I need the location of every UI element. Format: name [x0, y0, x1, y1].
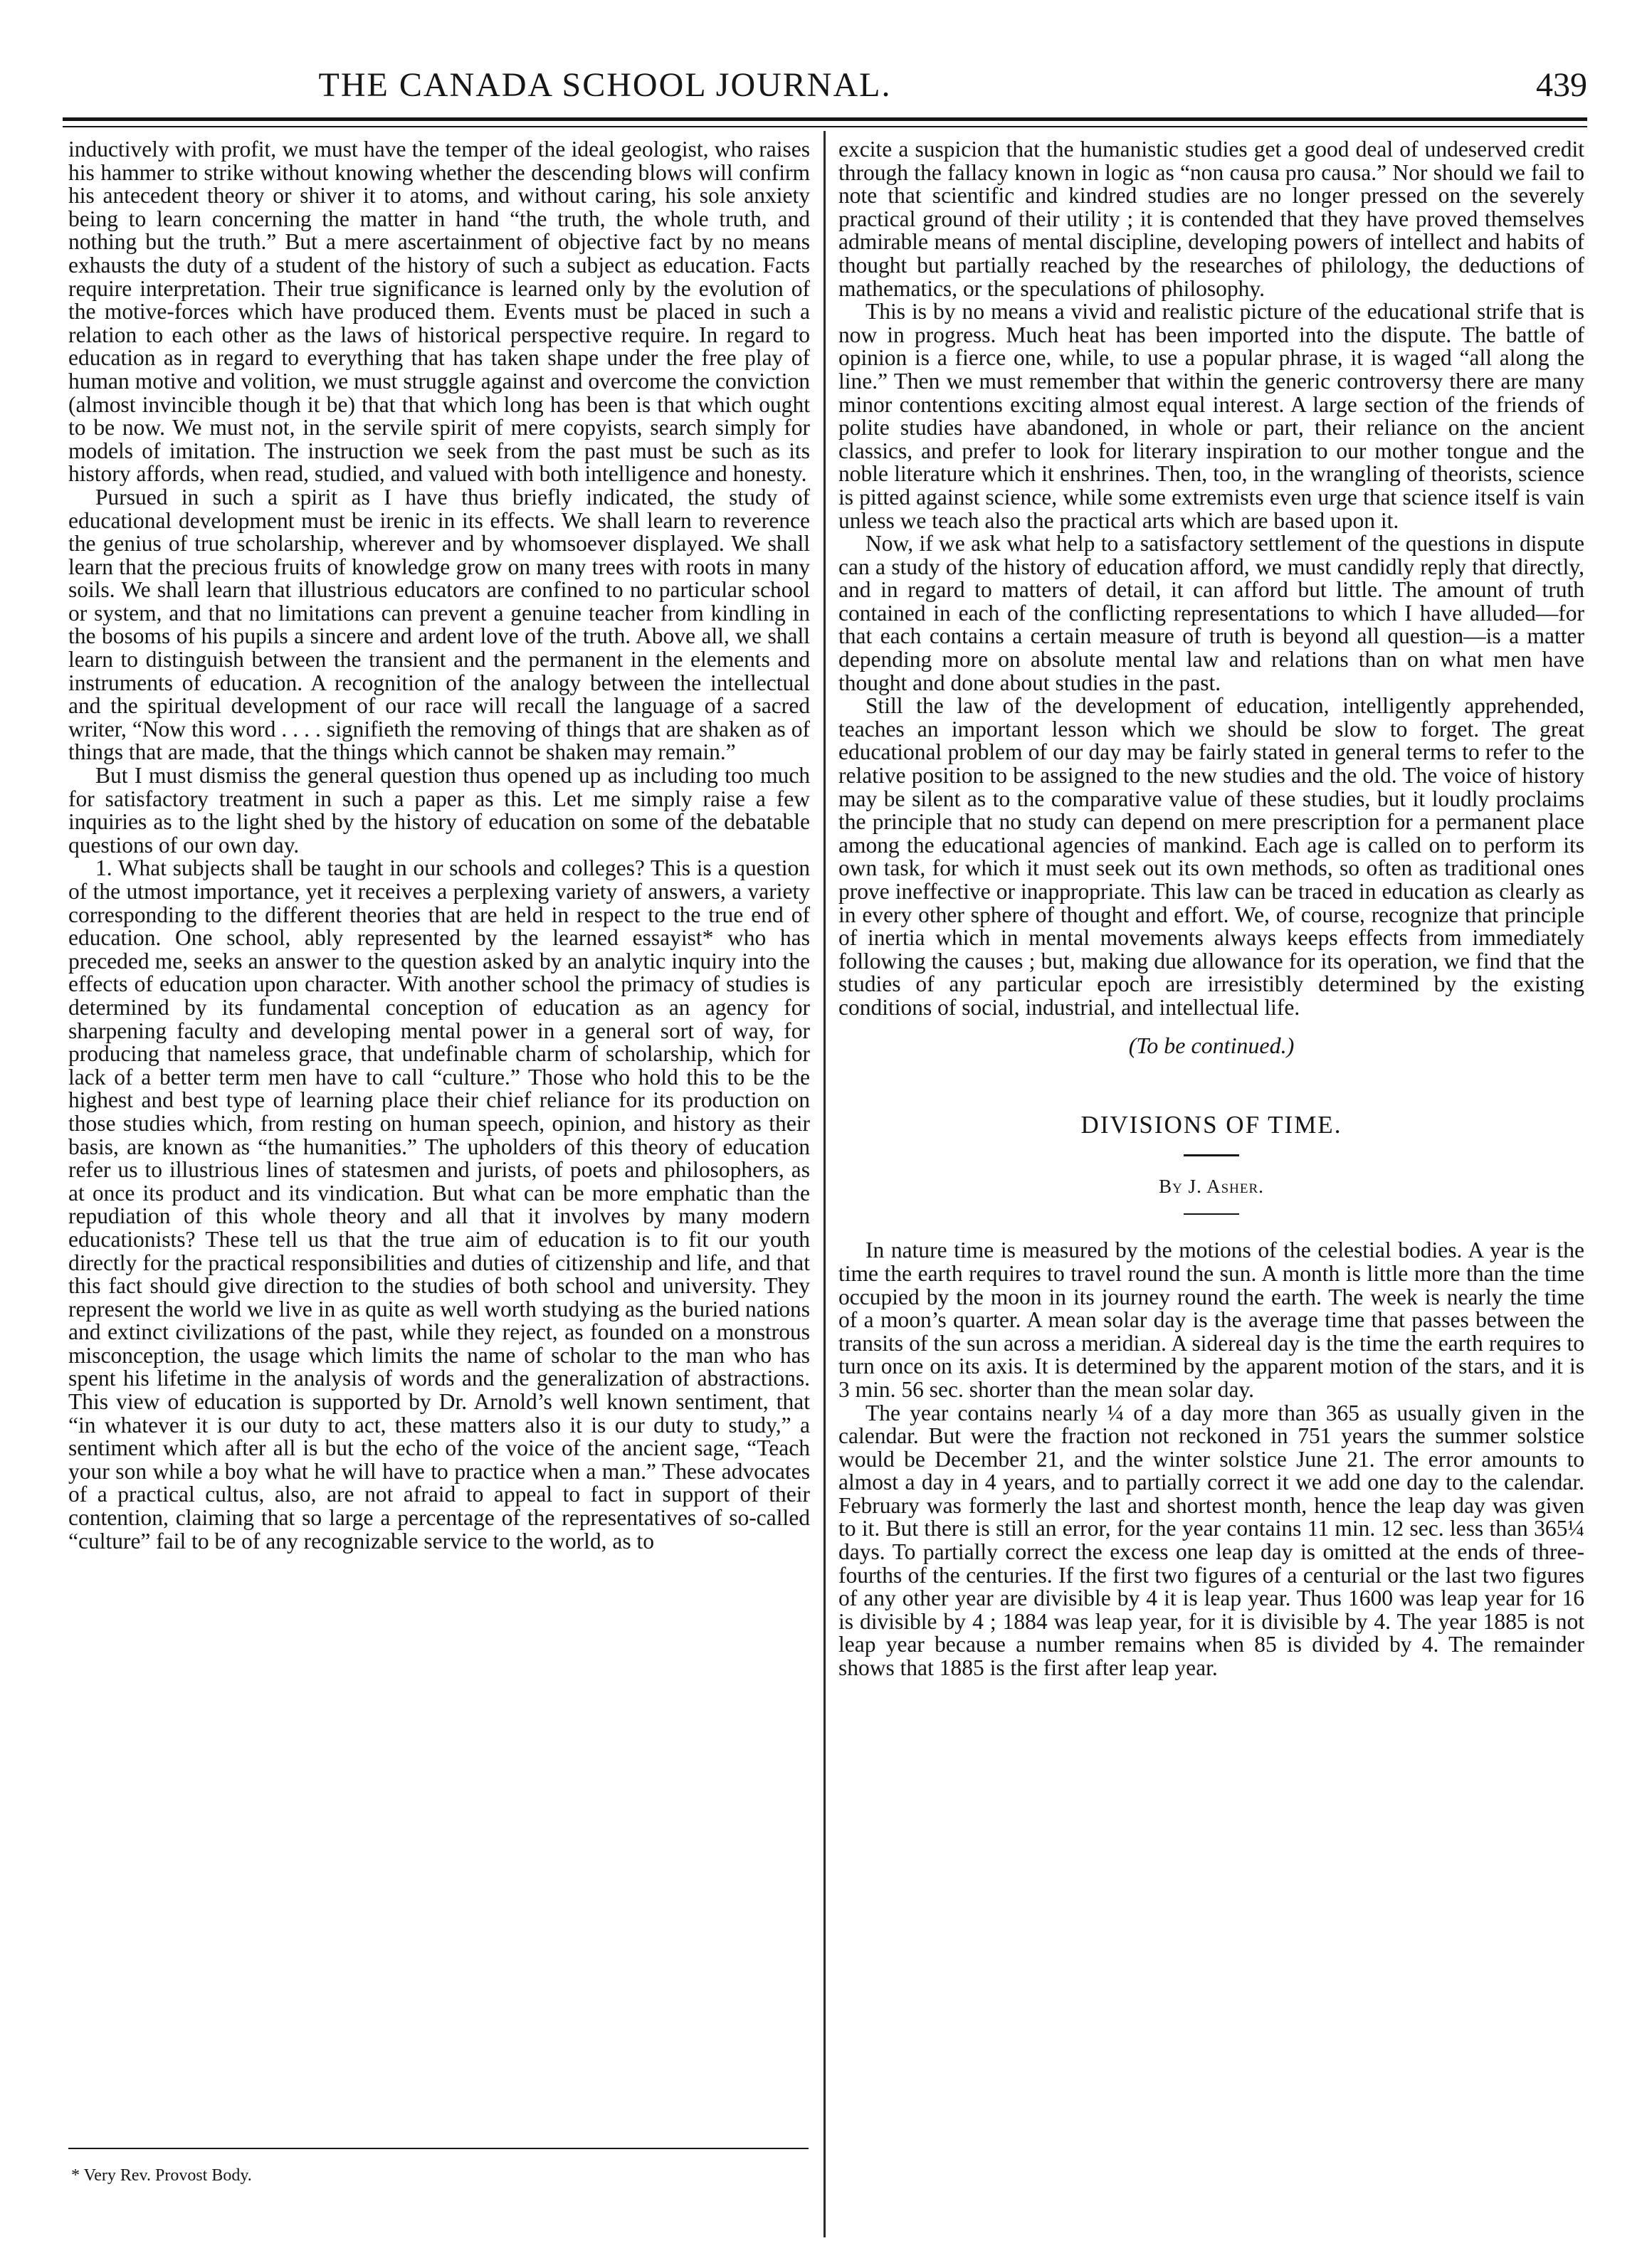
- article-title: DIVISIONS OF TIME.: [1080, 1111, 1342, 1139]
- right-paragraph-2: This is by no means a vivid and realistic picture of the educational strife that is now in progress. Much heat has been imported into the dispute. The battle of opinion is a fierce one, while, to use a popular phrase, it is waged “all along the line.” Then we must remember that within the generic controversy there are many minor contentions exciting almost equal interest. A large section of the friends of polite studies have abandoned, in whole or part, their reliance on the ancient classics, and prefer to look for literary inspiration to our mother tongue and the noble literature which it enshrines. Then, too, in the wrangling of theorists, science is pitted against science, while some extremists even urge that science itself is vain unless we teach also the practical arts which are based upon it.: [838, 299, 1584, 533]
- right-paragraph-4: Still the law of the development of education, intelligently apprehended, teaches an important lesson which we should be slow to forget. The great educational problem of our day may be fairly stated in general terms to refer to the relative position to be assigned to the new studies and the old. The voice of history may be silent as to the comparative value of these studies, but it loudly proclaims the principle that no study can depend on mere prescription for a permanent place among the educational agencies of mankind. Each age is called on to perform its own task, for which it must seek out its own methods, so often as traditional ones prove ineffective or inappropriate. This law can be traced in education as clearly as in every other sphere of thought and effort. We, of course, recognize that principle of inertia which in mental movements always keeps effects from immediately following the causes ; but, making due allowance for its operation, we find that the studies of any particular epoch are irresistibly determined by the existing conditions of social, industrial, and intellectual life.: [838, 693, 1584, 1020]
- right-paragraph-3: Now, if we ask what help to a satisfactory settlement of the questions in dispute can a study of the history of education afford, we must candidly reply that directly, and in regard to matters of detail, it can afford but little. The amount of truth contained in each of the conflicting representations to which I have alluded—for that each contains a certain measure of truth is beyond all question—is a matter depending more on absolute mental law and relations than on what men have thought and done about studies in the past.: [838, 531, 1584, 695]
- right-paragraph-1: excite a suspicion that the humanistic studies get a good deal of undeserved credit through the fallacy known in logic as “non causa pro causa.” Nor should we fail to note that scientific and kindred studies are no longer pressed on the severely practical ground of their utility ; it is contended that they have proved themselves admirable means of mental discipline, developing powers of intellect and habits of thought but partially reached by the researches of philology, the deductions of mathematics, or the speculations of philosophy.: [838, 137, 1584, 301]
- title-rule: [1184, 1154, 1239, 1156]
- column-divider: [823, 131, 826, 2237]
- right-column: [838, 138, 1584, 1680]
- journal-title: THE CANADA SCHOOL JOURNAL.: [318, 66, 892, 104]
- to-be-continued: (To be continued.): [1128, 1032, 1295, 1058]
- footnote-rule: [68, 2148, 809, 2149]
- header-rule-thin: [63, 126, 1587, 127]
- byline-rule: [1184, 1213, 1239, 1215]
- left-paragraph-4: 1. What subjects shall be taught in our schools and colleges? This is a question of the utmost importance, yet it receives a perplexing variety of answers, a variety corresponding to the different theories that are held in respect to the true end of education. One school, ably represented by the learned essayist* who has preceded me, seeks an answer to the question asked by an analytic inquiry into the effects of education upon character. With another school the primacy of studies is determined by its fundamental conception of education as an agency for sharpening faculty and developing mental power in a general sort of way, for producing that nameless grace, that undefinable charm of scholarship, which for lack of a better term men have to call “culture.” Those who hold this to be the highest and best type of learning place their chief reliance for its production on those studies which, from resting on human speech, opinion, and history as their basis, are known as “the humanities.” The upholders of this theory of education refer us to illustrious lines of statesmen and jurists, of poets and philosophers, as at once its product and its vindication. But what can be more emphatic than the repudiation of this whole theory and all that it involves by many modern educationists? These tell us that the true aim of education is to fit our youth directly for the practical responsibilities and duties of citizenship and life, and that this fact should give direction to the studies of both school and university. They represent the world we live in as quite as well worth studying as the buried nations and extinct civilizations of the past, while they reject, as founded on a monstrous misconception, the usage which limits the name of scholar to the man who has spent his lifetime in the analysis of words and the generalization of abstractions. This view of education is supported by Dr. Arnold’s well known sentiment, that “in whatever it is our duty to act, these matters also it is our duty to study,” a sentiment which after all is but the echo of the voice of the ancient sage, “Teach your son while a boy what he will have to practice when a man.” These advocates of a practical cultus, also, are not afraid to appeal to fact in support of their contention, claiming that so large a percentage of the representatives of so-called “culture” fail to be of any recognizable service to the world, as to: [68, 855, 810, 1554]
- header-rule-thick: [63, 117, 1587, 121]
- left-paragraph-1: inductively with profit, we must have the temper of the ideal geologist, who raises his hammer to strike without knowing whether the descending blows will confirm his antecedent theory or shiver it to atoms, and without caring, his sole anxiety being to learn concerning the matter in hand “the truth, the whole truth, and nothing but the truth.” But a mere ascertainment of objective fact by no means exhausts the duty of a student of the history of such a subject as education. Facts require interpretation. Their true significance is learned only by the evolution of the motive-forces which have produced them. Events must be placed in such a relation to each other as the laws of historical perspective require. In regard to education as in regard to everything that has taken shape under the free play of human motive and volition, we must struggle against and overcome the conviction (almost invincible though it be) that that which long has been is that which ought to be now. We must not, in the servile spirit of mere copyists, search simply for models of imitation. The instruction we seek from the past must be such as its history affords, when read, studied, and valued with both intelligence and honesty.: [68, 137, 810, 487]
- left-paragraph-3: But I must dismiss the general question thus opened up as including too much for satisfactory treatment in such a paper as this. Let me simply raise a few inquiries as to the light shed by the history of education on some of the debatable questions of our own day.: [68, 763, 810, 858]
- article-paragraph-1: In nature time is measured by the motions of the celestial bodies. A year is the time the earth requires to travel round the sun. A month is little more than the time occupied by the moon in its journey round the earth. The week is nearly the time of a moon’s quarter. A mean solar day is the average time that passes between the transits of the sun across a meridian. A sidereal day is the time the earth requires to turn once on its axis. It is determined by the apparent motion of the stars, and it is 3 min. 56 sec. shorter than the mean solar day.: [838, 1238, 1584, 1402]
- left-paragraph-2: Pursued in such a spirit as I have thus briefly indicated, the study of educational development must be irenic in its effects. We shall learn to reverence the genius of true scholarship, wherever and by whomsoever displayed. We shall learn that the precious fruits of knowledge grow on many trees with roots in many soils. We shall learn that illustrious educators are confined to no particular school or system, and that no limitations can prevent a genuine teacher from kindling in the bosoms of his pupils a sincere and ardent love of the truth. Above all, we shall learn to distinguish between the transient and the permanent in the elements and instruments of education. A recognition of the analogy between the intellectual and the spiritual development of our race will recall the language of a sacred writer, “Now this word . . . . signifieth the removing of things that are shaken as of things that are made, that the things which cannot be shaken may remain.”: [68, 484, 810, 765]
- footnote: * Very Rev. Provost Body.: [71, 2166, 252, 2185]
- page-number: 439: [1536, 66, 1587, 104]
- article-paragraph-2: The year contains nearly ¼ of a day more than 365 as usually given in the calendar. But were the fraction not reckoned in 751 years the summer solstice would be December 21, and the winter solstice June 21. The error amounts to almost a day in 4 years, and to partially correct it we add one day to the calendar. February was formerly the last and shortest month, hence the leap day was given to it. But there is still an error, for the year contains 11 min. 12 sec. less than 365¼ days. To partially correct the excess one leap day is omitted at the ends of three-fourths of the centuries. If the first two figures of a centurial or the last two figures of any other year are divisible by 4 it is leap year. Thus 1600 was leap year for 16 is divisible by 4 ; 1884 was leap year, for it is divisible by 4. The year 1885 is not leap year because a number remains when 85 is divided by 4. The remainder shows that 1885 is the first after leap year.: [838, 1400, 1584, 1681]
- left-column: [68, 138, 810, 1553]
- article-byline: By J. Asher.: [1159, 1175, 1264, 1197]
